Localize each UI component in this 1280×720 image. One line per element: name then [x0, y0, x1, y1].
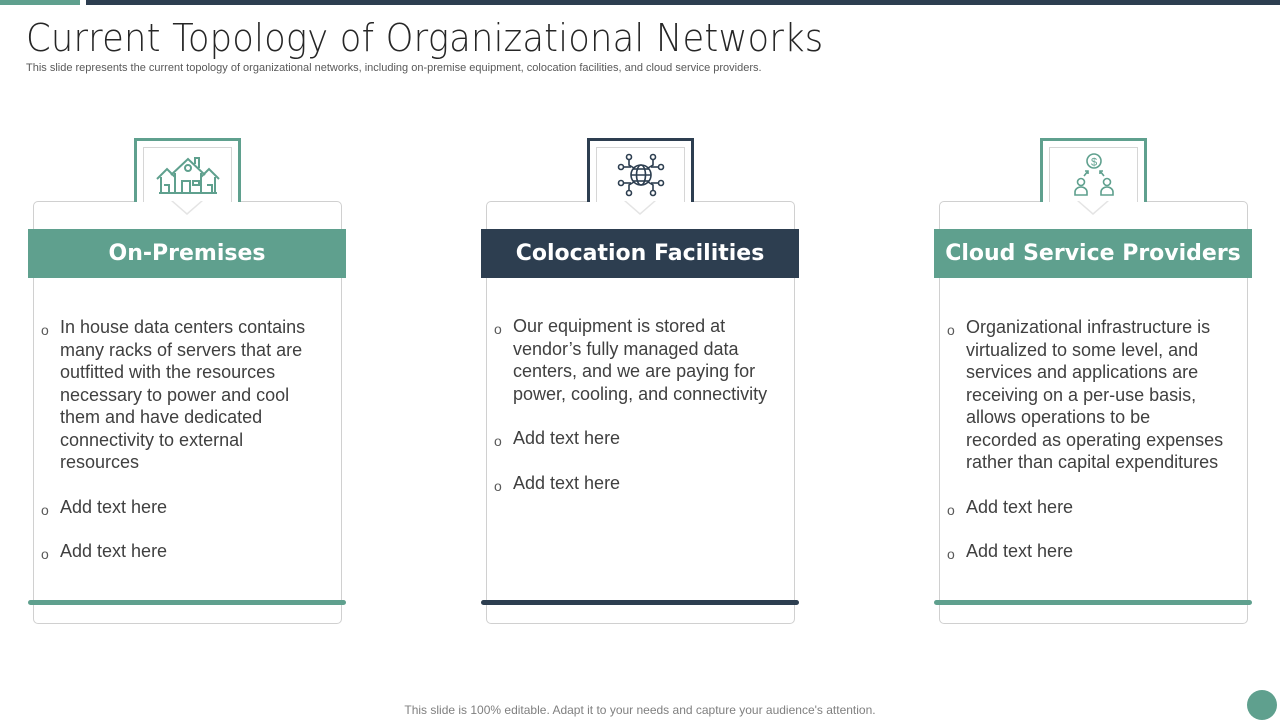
bullet-marker-icon: o [947, 501, 955, 518]
bullet-marker-icon: o [494, 433, 502, 449]
bullet-item: o Organizational infrastructure is virtualized to some level, and services and applications are receiving on a per-use basis, allows operations to be recorded as operating expenses rather than capital expenditures [947, 317, 1224, 472]
column-heading: Cloud Service Providers [934, 229, 1252, 278]
bullet-list [487, 315, 772, 516]
bullet-item: o Add text here [34, 540, 319, 563]
top-accent-bar-dark [86, 0, 1280, 5]
bullet-marker-icon: o [947, 322, 955, 338]
bullet-list [34, 316, 319, 585]
bottom-accent-bar [934, 600, 1252, 605]
globe-network-icon [617, 153, 665, 197]
corner-decoration-circle [1247, 690, 1277, 720]
house-icon [155, 155, 221, 195]
bottom-accent-bar [481, 600, 799, 605]
bullet-marker-icon: o [494, 321, 502, 337]
bottom-accent-bar [28, 600, 346, 605]
pointer-notch [171, 201, 203, 215]
footer-note: This slide is 100% editable. Adapt it to your needs and capture your audience's attention. [404, 703, 876, 717]
icon-frame [134, 138, 241, 202]
pointer-notch [624, 201, 656, 215]
icon-frame [587, 138, 694, 202]
icon-frame [1040, 138, 1147, 202]
bullet-marker-icon: o [41, 501, 49, 518]
page-title: Current Topology of Organizational Networks [26, 16, 824, 60]
bullet-item: o Add text here [940, 496, 1225, 519]
column-heading: On-Premises [28, 229, 346, 278]
pointer-notch [1077, 201, 1109, 215]
bullet-item: o Add text here [487, 472, 772, 495]
page-subtitle: This slide represents the current topology of organizational networks, including on-premise equipment, colocation facilities, and cloud service providers. [26, 62, 762, 74]
bullet-marker-icon: o [41, 322, 49, 338]
column-heading: Colocation Facilities [481, 229, 799, 278]
bullet-item: o Add text here [34, 496, 319, 519]
bullet-marker-icon: o [947, 546, 955, 562]
bullet-list [940, 316, 1225, 585]
bullet-item: o Our equipment is stored at vendor’s fully managed data centers, and we are paying for power, cooling, and connectivity [494, 316, 768, 404]
svg-text:$: $ [1090, 156, 1097, 169]
bullet-marker-icon: o [494, 477, 502, 494]
bullet-item: o Add text here [940, 540, 1225, 563]
bullet-marker-icon: o [41, 546, 49, 562]
bullet-item: o Add text here [487, 427, 772, 450]
dollar-users-icon [1072, 153, 1116, 197]
top-accent-bar-green [0, 0, 80, 5]
bullet-item: o In house data centers contains many racks of servers that are outfitted with the resources necessary to power and cool them and have dedicated connectivity to external resources [41, 317, 306, 472]
